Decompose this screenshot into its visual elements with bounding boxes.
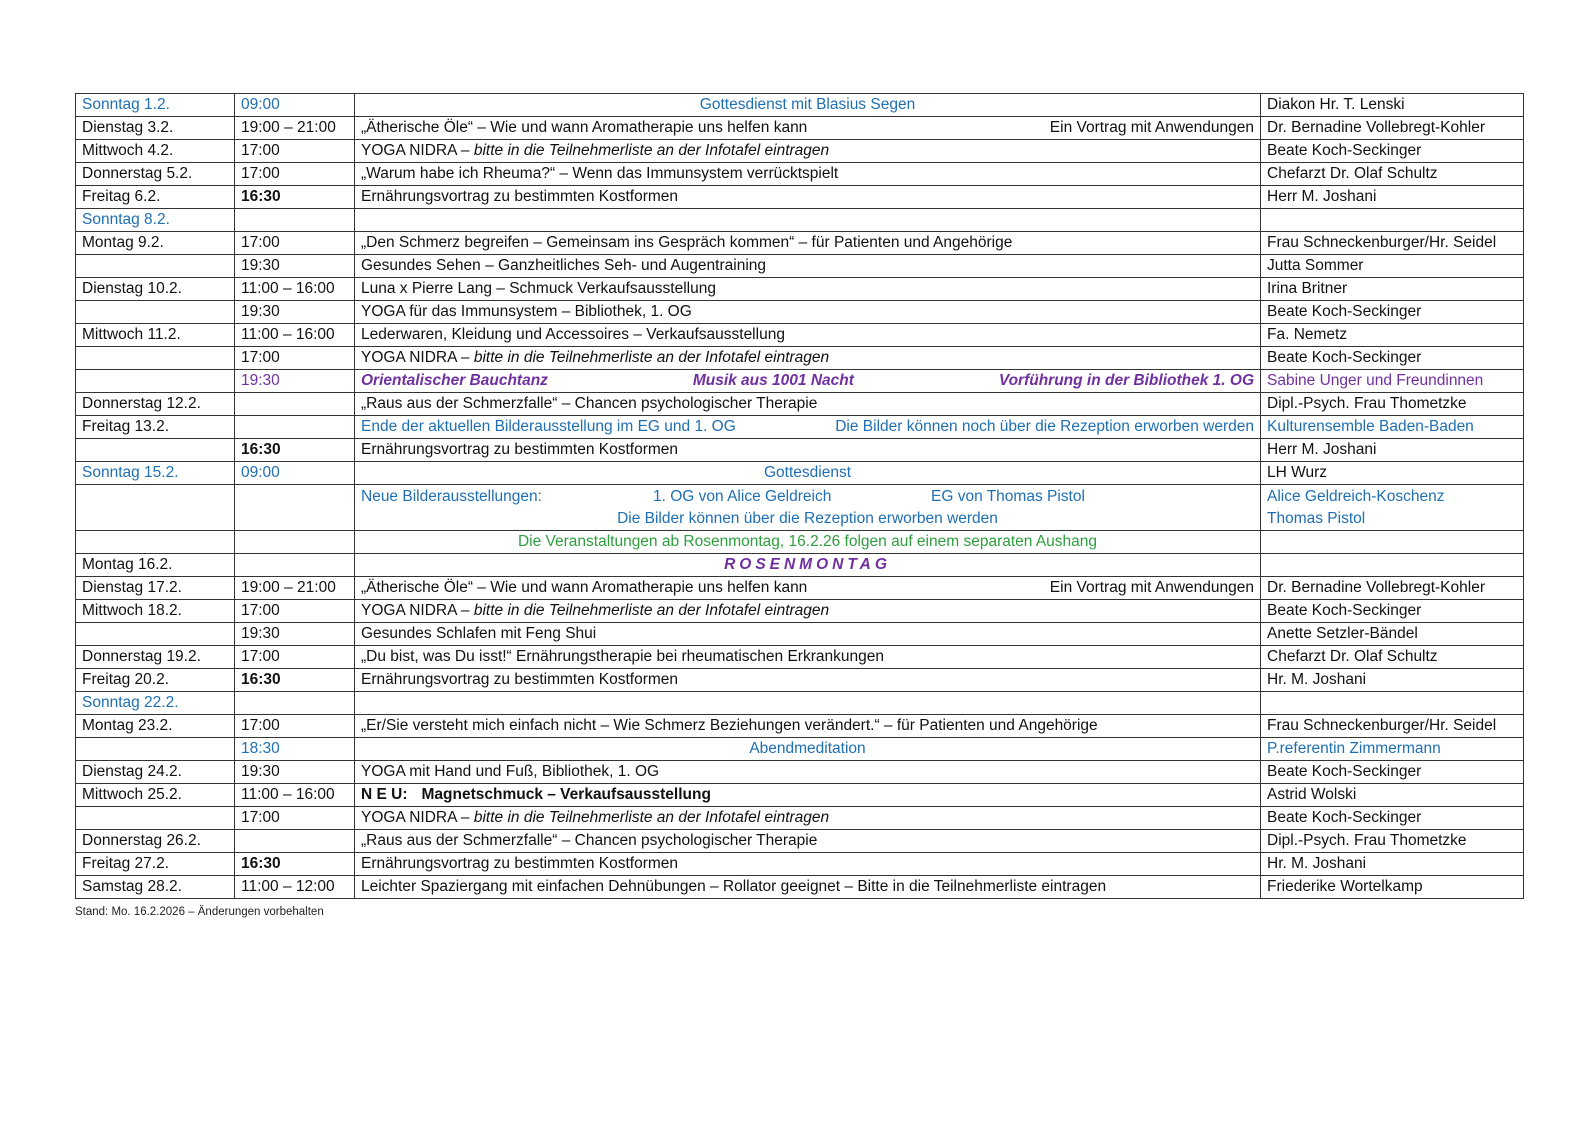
person-cell: Diakon Hr. T. Lenski — [1261, 94, 1524, 117]
day-cell: Mittwoch 18.2. — [76, 600, 235, 623]
event-cell — [355, 209, 1261, 232]
person-cell: Frau Schneckenburger/Hr. Seidel — [1261, 715, 1524, 738]
person-cell: Beate Koch-Seckinger — [1261, 347, 1524, 370]
event-subtitle: Ein Vortrag mit Anwendungen — [1049, 579, 1254, 596]
person-line: Thomas Pistol — [1267, 509, 1366, 527]
table-row — [76, 209, 1524, 232]
person-cell: Jutta Sommer — [1261, 255, 1524, 278]
table-row — [76, 761, 1524, 784]
day-cell: Mittwoch 25.2. — [76, 784, 235, 807]
table-row — [76, 462, 1524, 485]
time-cell — [235, 531, 355, 554]
person-cell: LH Wurz — [1261, 462, 1524, 485]
table-row — [76, 94, 1524, 117]
event-part: Orientalischer Bauchtanz — [361, 372, 548, 389]
day-cell — [76, 301, 235, 324]
event-cell: Lederwaren, Kleidung und Accessoires – Verkaufsausstellung — [355, 324, 1261, 347]
day-cell — [76, 347, 235, 370]
table-row — [76, 807, 1524, 830]
time-cell: 17:00 — [235, 600, 355, 623]
event-title: „Ätherische Öle“ – Wie und wann Aromatherapie uns helfen kann — [361, 579, 808, 596]
time-cell — [235, 393, 355, 416]
person-cell — [1261, 485, 1524, 531]
day-cell — [76, 623, 235, 646]
event-note: bitte in die Teilnehmerliste an der Infotafel eintragen — [473, 809, 830, 826]
table-row — [76, 140, 1524, 163]
person-cell — [1261, 692, 1524, 715]
time-cell: 19:00 – 21:00 — [235, 577, 355, 600]
time-cell: 16:30 — [235, 186, 355, 209]
event-cell: „Raus aus der Schmerzfalle“ – Chancen psychologischer Therapie — [355, 830, 1261, 853]
person-cell: Beate Koch-Seckinger — [1261, 761, 1524, 784]
table-row — [76, 853, 1524, 876]
table-row — [76, 255, 1524, 278]
day-cell — [76, 255, 235, 278]
event-title: YOGA NIDRA – — [361, 142, 474, 159]
event-cell: Abendmeditation — [355, 738, 1261, 761]
event-subtitle: Die Bilder können noch über die Rezeption erworben werden — [835, 418, 1254, 435]
time-cell — [235, 554, 355, 577]
time-cell — [235, 692, 355, 715]
day-cell: Donnerstag 19.2. — [76, 646, 235, 669]
table-row — [76, 186, 1524, 209]
table-row — [76, 163, 1524, 186]
table-row — [76, 301, 1524, 324]
day-cell: Donnerstag 26.2. — [76, 830, 235, 853]
time-cell — [235, 209, 355, 232]
person-cell: Herr M. Joshani — [1261, 439, 1524, 462]
person-cell: Dipl.-Psych. Frau Thometzke — [1261, 830, 1524, 853]
event-title: Magnetschmuck – Verkaufsausstellung — [421, 786, 711, 803]
person-cell: Hr. M. Joshani — [1261, 853, 1524, 876]
day-cell: Samstag 28.2. — [76, 876, 235, 899]
day-cell: Montag 16.2. — [76, 554, 235, 577]
time-cell: 17:00 — [235, 715, 355, 738]
time-cell — [235, 485, 355, 531]
day-cell: Dienstag 17.2. — [76, 577, 235, 600]
event-cell: „Warum habe ich Rheuma?“ – Wenn das Immunsystem verrücktspielt — [355, 163, 1261, 186]
table-row — [76, 577, 1524, 600]
person-cell: Irina Britner — [1261, 278, 1524, 301]
day-cell — [76, 439, 235, 462]
event-title: „Ätherische Öle“ – Wie und wann Aromatherapie uns helfen kann — [361, 119, 808, 136]
person-cell: Dr. Bernadine Vollebregt-Kohler — [1261, 577, 1524, 600]
time-cell: 17:00 — [235, 347, 355, 370]
time-cell: 16:30 — [235, 669, 355, 692]
new-badge: N E U: — [361, 786, 408, 803]
event-cell: YOGA für das Immunsystem – Bibliothek, 1. OG — [355, 301, 1261, 324]
person-cell: P.referentin Zimmermann — [1261, 738, 1524, 761]
time-cell: 11:00 – 16:00 — [235, 278, 355, 301]
event-cell: „Du bist, was Du isst!“ Ernährungstherapie bei rheumatischen Erkrankungen — [355, 646, 1261, 669]
day-cell: Freitag 20.2. — [76, 669, 235, 692]
person-cell: Beate Koch-Seckinger — [1261, 807, 1524, 830]
event-subtitle: Ein Vortrag mit Anwendungen — [1049, 119, 1254, 136]
table-row — [76, 347, 1524, 370]
time-cell: 19:30 — [235, 301, 355, 324]
table-row — [76, 531, 1524, 554]
event-cell — [355, 577, 1261, 600]
footer-note: Stand: Mo. 16.2.2026 – Änderungen vorbehalten — [75, 906, 324, 918]
day-cell: Freitag 27.2. — [76, 853, 235, 876]
table-row — [76, 669, 1524, 692]
event-title: YOGA NIDRA – — [361, 809, 474, 826]
time-cell: 11:00 – 16:00 — [235, 784, 355, 807]
table-row — [76, 830, 1524, 853]
event-cell: Gottesdienst — [355, 462, 1261, 485]
day-cell: Donnerstag 5.2. — [76, 163, 235, 186]
time-cell: 17:00 — [235, 807, 355, 830]
day-cell: Dienstag 10.2. — [76, 278, 235, 301]
time-cell: 19:30 — [235, 370, 355, 393]
event-cell: Gesundes Schlafen mit Feng Shui — [355, 623, 1261, 646]
time-cell: 16:30 — [235, 439, 355, 462]
day-cell: Freitag 13.2. — [76, 416, 235, 439]
event-cell — [355, 784, 1261, 807]
table-row — [76, 876, 1524, 899]
time-cell: 17:00 — [235, 140, 355, 163]
day-cell — [76, 370, 235, 393]
day-cell: Mittwoch 4.2. — [76, 140, 235, 163]
event-cell: ROSENMONTAG — [355, 554, 1261, 577]
day-cell: Montag 23.2. — [76, 715, 235, 738]
person-cell: Frau Schneckenburger/Hr. Seidel — [1261, 232, 1524, 255]
event-cell: Gesundes Sehen – Ganzheitliches Seh- und Augentraining — [355, 255, 1261, 278]
person-cell: Friederike Wortelkamp — [1261, 876, 1524, 899]
event-cell — [355, 117, 1261, 140]
event-title: YOGA NIDRA – — [361, 602, 474, 619]
table-row — [76, 485, 1524, 531]
event-cell: „Raus aus der Schmerzfalle“ – Chancen psychologischer Therapie — [355, 393, 1261, 416]
event-cell: YOGA mit Hand und Fuß, Bibliothek, 1. OG — [355, 761, 1261, 784]
day-cell: Sonntag 22.2. — [76, 692, 235, 715]
event-cell: Ernährungsvortrag zu bestimmten Kostformen — [355, 669, 1261, 692]
table-row — [76, 646, 1524, 669]
event-note: bitte in die Teilnehmerliste an der Infotafel eintragen — [473, 602, 830, 619]
table-row — [76, 232, 1524, 255]
person-cell: Beate Koch-Seckinger — [1261, 301, 1524, 324]
table-row — [76, 692, 1524, 715]
event-note: bitte in die Teilnehmerliste an der Infotafel eintragen — [473, 349, 830, 366]
table-row — [76, 600, 1524, 623]
person-cell — [1261, 531, 1524, 554]
time-cell: 17:00 — [235, 646, 355, 669]
time-cell: 11:00 – 16:00 — [235, 324, 355, 347]
person-cell: Fa. Nemetz — [1261, 324, 1524, 347]
day-cell: Freitag 6.2. — [76, 186, 235, 209]
table-row — [76, 393, 1524, 416]
event-cell: Luna x Pierre Lang – Schmuck Verkaufsausstellung — [355, 278, 1261, 301]
day-cell — [76, 531, 235, 554]
event-cell: Gottesdienst mit Blasius Segen — [355, 94, 1261, 117]
table-row — [76, 324, 1524, 347]
table-row — [76, 439, 1524, 462]
person-cell: Herr M. Joshani — [1261, 186, 1524, 209]
table-row — [76, 738, 1524, 761]
table-row — [76, 117, 1524, 140]
time-cell: 19:30 — [235, 761, 355, 784]
person-cell: Chefarzt Dr. Olaf Schultz — [1261, 163, 1524, 186]
time-cell: 17:00 — [235, 163, 355, 186]
event-part: EG von Thomas Pistol — [931, 487, 1085, 505]
day-cell: Dienstag 24.2. — [76, 761, 235, 784]
time-cell: 18:30 — [235, 738, 355, 761]
event-cell: Ernährungsvortrag zu bestimmten Kostformen — [355, 439, 1261, 462]
person-cell: Dr. Bernadine Vollebregt-Kohler — [1261, 117, 1524, 140]
time-cell: 16:30 — [235, 853, 355, 876]
table-row — [76, 623, 1524, 646]
day-cell: Montag 9.2. — [76, 232, 235, 255]
day-cell — [76, 738, 235, 761]
person-cell — [1261, 209, 1524, 232]
time-cell: 09:00 — [235, 462, 355, 485]
event-part: Vorführung in der Bibliothek 1. OG — [998, 372, 1254, 389]
table-row — [76, 416, 1524, 439]
day-cell: Dienstag 3.2. — [76, 117, 235, 140]
event-cell: Leichter Spaziergang mit einfachen Dehnübungen – Rollator geeignet – Bitte in die Teilnehmerliste eintragen — [355, 876, 1261, 899]
event-cell: Die Veranstaltungen ab Rosenmontag, 16.2.26 folgen auf einem separaten Aushang — [355, 531, 1261, 554]
person-cell: Dipl.-Psych. Frau Thometzke — [1261, 393, 1524, 416]
event-cell: Ernährungsvortrag zu bestimmten Kostformen — [355, 186, 1261, 209]
event-part: 1. OG von Alice Geldreich — [653, 487, 832, 505]
time-cell: 19:30 — [235, 623, 355, 646]
time-cell: 09:00 — [235, 94, 355, 117]
person-cell: Anette Setzler-Bändel — [1261, 623, 1524, 646]
time-cell: 11:00 – 12:00 — [235, 876, 355, 899]
day-cell — [76, 807, 235, 830]
person-cell: Sabine Unger und Freundinnen — [1261, 370, 1524, 393]
person-cell: Beate Koch-Seckinger — [1261, 600, 1524, 623]
event-title: Ende der aktuellen Bilderausstellung im EG und 1. OG — [361, 418, 736, 435]
event-cell — [355, 416, 1261, 439]
schedule-table — [75, 93, 1524, 899]
day-cell: Mittwoch 11.2. — [76, 324, 235, 347]
person-line: Alice Geldreich-Koschenz — [1267, 487, 1445, 505]
table-row — [76, 715, 1524, 738]
day-cell: Sonntag 15.2. — [76, 462, 235, 485]
time-cell: 19:00 – 21:00 — [235, 117, 355, 140]
person-cell — [1261, 554, 1524, 577]
event-cell — [355, 370, 1261, 393]
event-cell: „Den Schmerz begreifen – Gemeinsam ins Gespräch kommen“ – für Patienten und Angehörige — [355, 232, 1261, 255]
table-row — [76, 784, 1524, 807]
event-cell — [355, 485, 1261, 531]
event-note: bitte in die Teilnehmerliste an der Infotafel eintragen — [473, 142, 830, 159]
event-cell: Ernährungsvortrag zu bestimmten Kostformen — [355, 853, 1261, 876]
table-row — [76, 370, 1524, 393]
event-part: Musik aus 1001 Nacht — [692, 372, 854, 389]
table-row — [76, 278, 1524, 301]
event-cell — [355, 347, 1261, 370]
person-cell: Beate Koch-Seckinger — [1261, 140, 1524, 163]
event-cell — [355, 692, 1261, 715]
time-cell — [235, 830, 355, 853]
event-line: Die Bilder können über die Rezeption erworben werden — [617, 509, 998, 527]
day-cell: Sonntag 8.2. — [76, 209, 235, 232]
person-cell: Hr. M. Joshani — [1261, 669, 1524, 692]
person-cell: Astrid Wolski — [1261, 784, 1524, 807]
day-cell: Donnerstag 12.2. — [76, 393, 235, 416]
event-title: YOGA NIDRA – — [361, 349, 474, 366]
person-cell: Chefarzt Dr. Olaf Schultz — [1261, 646, 1524, 669]
person-cell: Kulturensemble Baden-Baden — [1261, 416, 1524, 439]
event-part: Neue Bilderausstellungen: — [361, 487, 542, 505]
event-cell — [355, 140, 1261, 163]
time-cell — [235, 416, 355, 439]
day-cell — [76, 485, 235, 531]
event-cell: „Er/Sie versteht mich einfach nicht – Wie Schmerz Beziehungen verändert.“ – für Patienten und Angehörige — [355, 715, 1261, 738]
event-cell — [355, 807, 1261, 830]
time-cell: 17:00 — [235, 232, 355, 255]
time-cell: 19:30 — [235, 255, 355, 278]
event-cell — [355, 600, 1261, 623]
table-row — [76, 554, 1524, 577]
day-cell: Sonntag 1.2. — [76, 94, 235, 117]
